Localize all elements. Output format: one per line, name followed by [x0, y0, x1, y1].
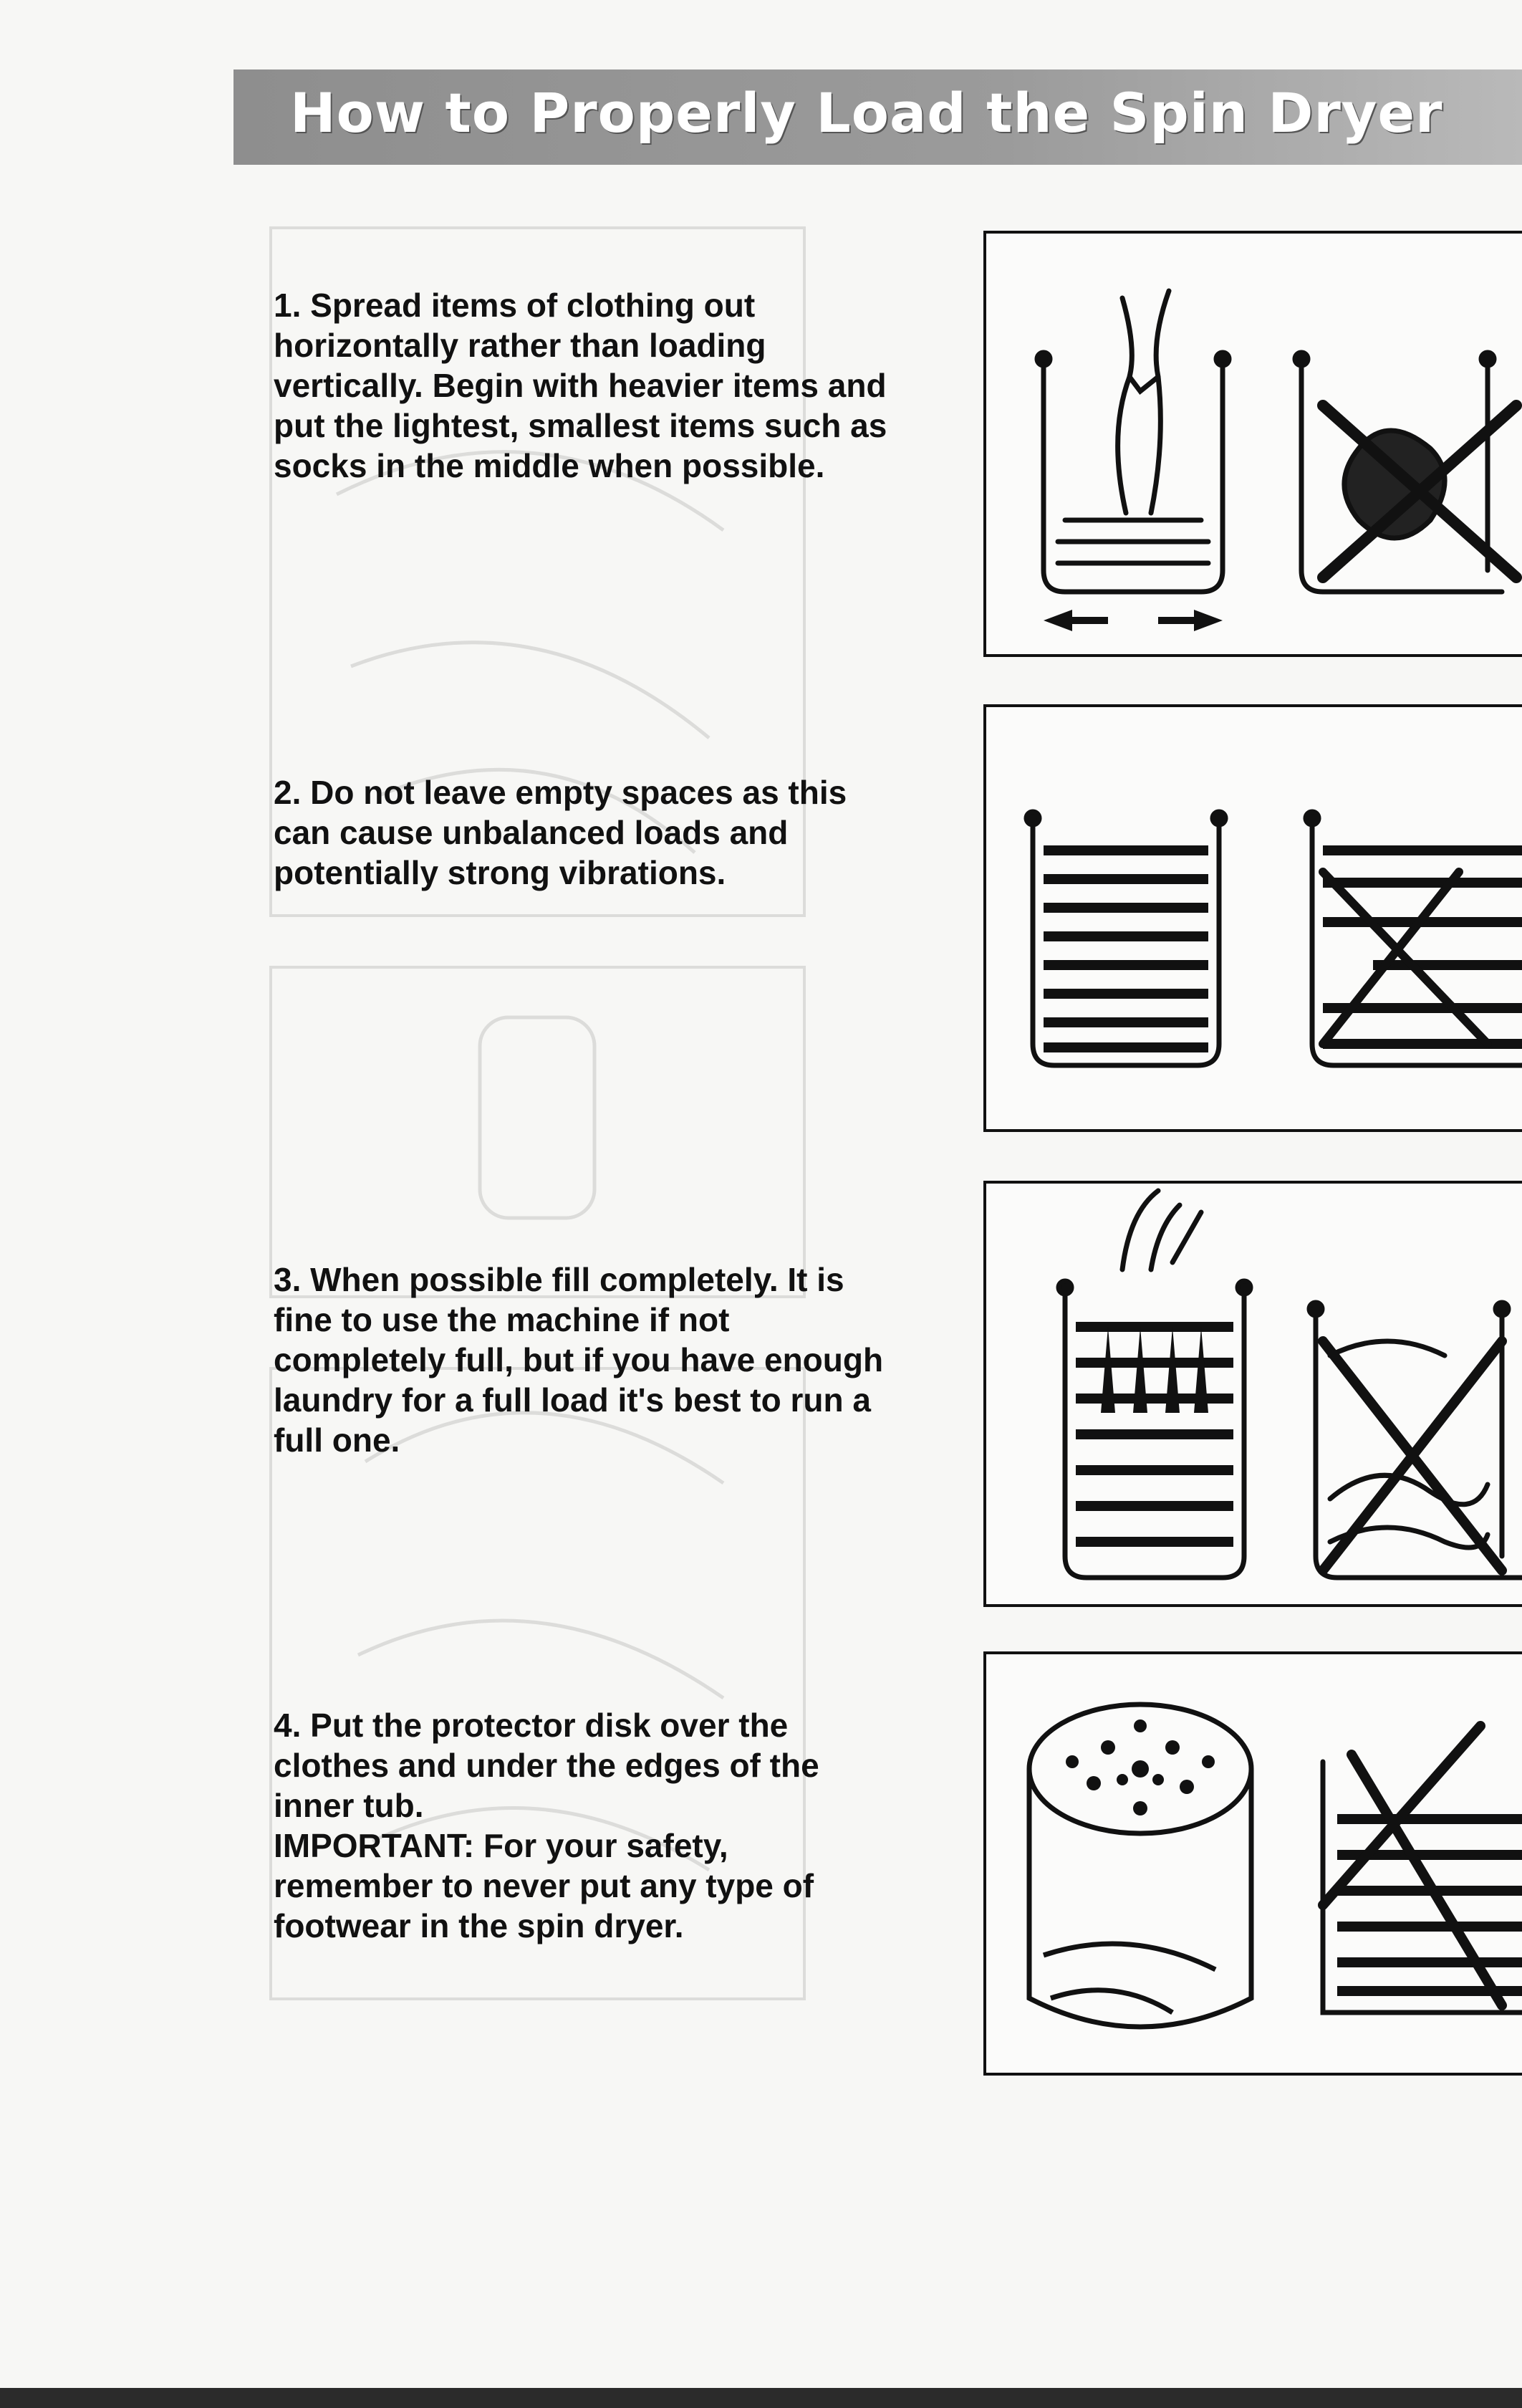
important-note: IMPORTANT: For your safety, remember to never put any type of footwear in the spin dryer. [274, 1827, 814, 1944]
step-4-text: 4. Put the protector disk over the clothes and under the edges of the inner tub. [274, 1707, 819, 1824]
horizontal-vs-vertical-loading-icon [986, 234, 1522, 657]
fill-completely-icon [986, 1184, 1522, 1607]
illustration-panel-4 [983, 1651, 1522, 2076]
protector-disk-icon [986, 1654, 1522, 2076]
page-title: How to Properly Load the Spin Dryer [290, 81, 1443, 145]
no-empty-spaces-icon [986, 707, 1522, 1132]
illustration-panel-3 [983, 1181, 1522, 1607]
step-3-text: 3. When possible fill completely. It is fine to use the machine if not completely full, but if you have enough laundry for a full load it's best to run a full one. [274, 1261, 884, 1459]
title-banner [233, 69, 1522, 165]
step-2-text: 2. Do not leave empty spaces as this can cause unbalanced loads and potentially strong vibrations. [274, 774, 847, 891]
illustration-panel-2 [983, 704, 1522, 1132]
scan-bottom-edge [0, 2388, 1522, 2408]
illustration-panel-1 [983, 231, 1522, 657]
step-1-text: 1. Spread items of clothing out horizontally rather than loading vertically. Begin with heavier items and put the lightest, smallest items such as socks in the middle when possible. [274, 287, 887, 484]
